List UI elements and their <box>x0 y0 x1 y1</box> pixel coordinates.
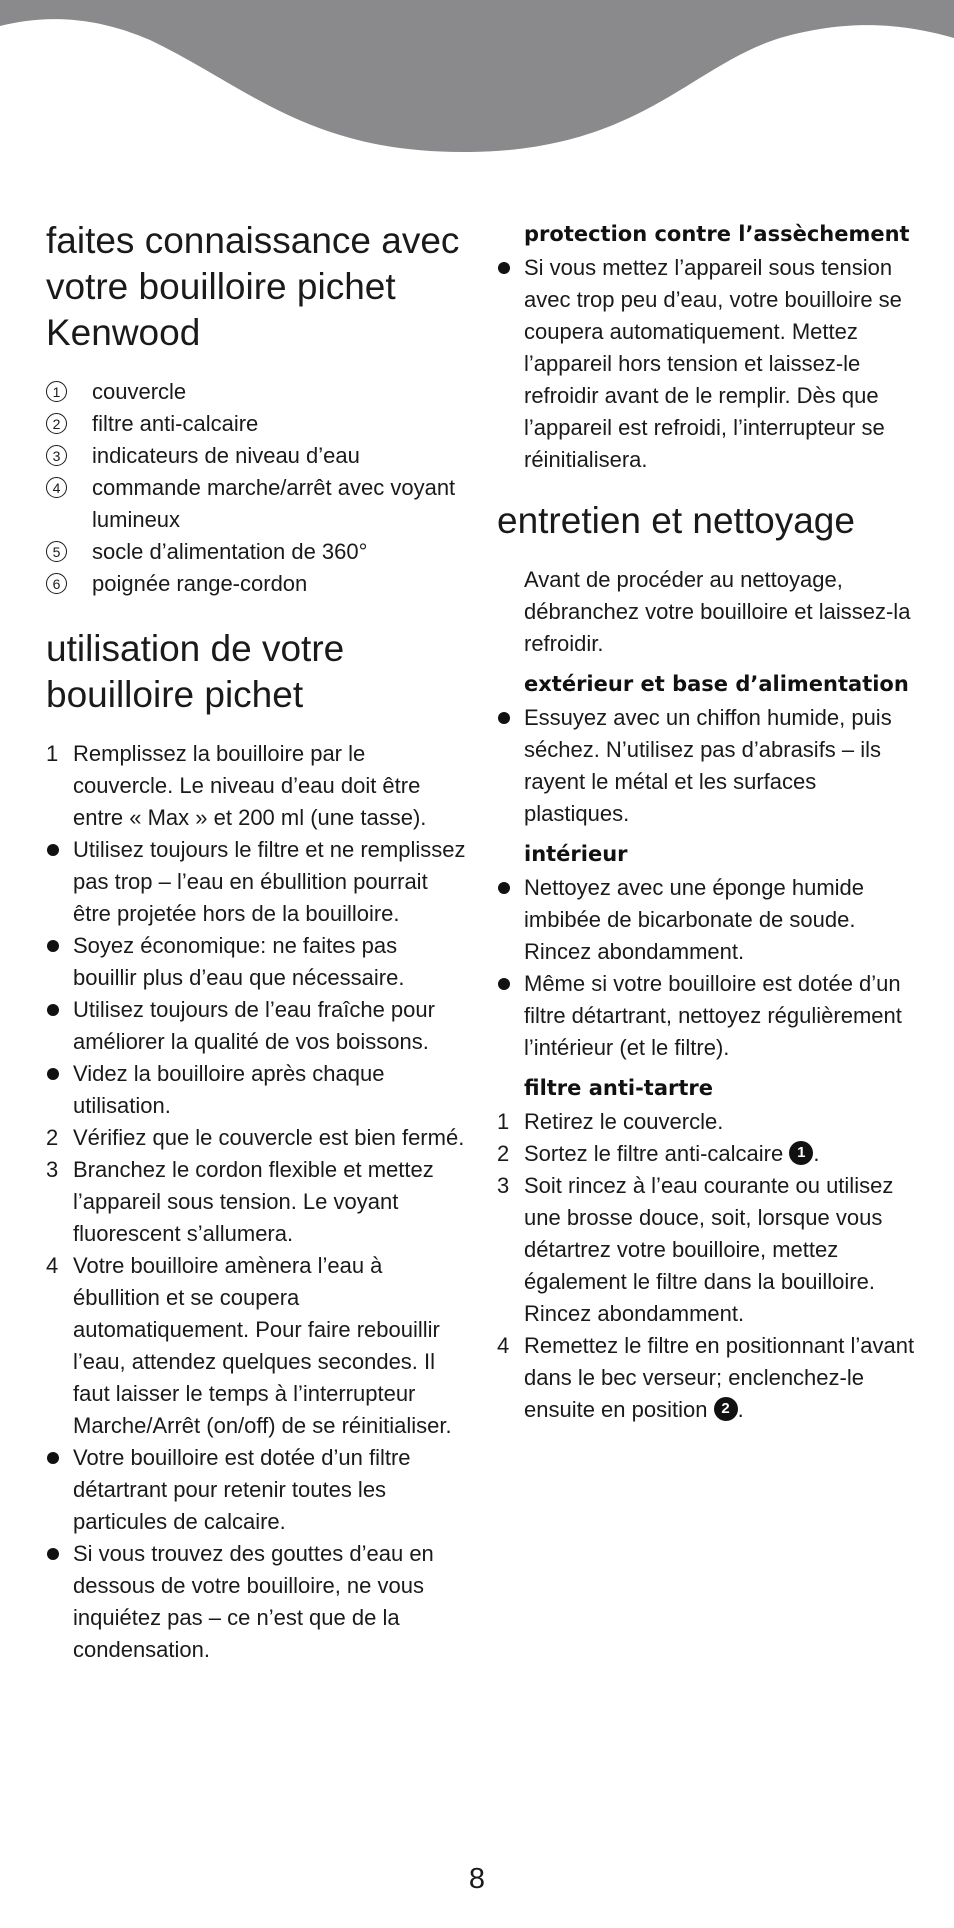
dry-protection-heading: protection contre l’assèchement <box>524 222 910 246</box>
list-item: 5 socle d’alimentation de 360° <box>46 536 466 568</box>
filter-heading: filtre anti-tartre <box>524 1076 713 1100</box>
parts-list <box>46 376 466 600</box>
list-item: Essuyez avec un chiffon humide, puis séchez. N’utilisez pas d’abrasifs – ils rayent le métal et les surfaces plastiques. <box>497 702 917 830</box>
list-item: Votre bouilloire est dotée d’un filtre détartrant pour retenir toutes les particules de calcaire. <box>46 1442 466 1538</box>
list-item: 3 Branchez le cordon flexible et mettez l’appareil sous tension. Le voyant fluorescent s’allumera. <box>46 1157 434 1246</box>
header-wave <box>0 0 954 160</box>
number-4-icon: 4 <box>46 477 67 498</box>
list-item: Si vous trouvez des gouttes d’eau en dessous de votre bouilloire, ne vous inquiétez pas – ce n’est que de la condensation. <box>46 1538 466 1666</box>
bullet-icon <box>47 940 59 952</box>
list-item: 6 poignée range-cordon <box>46 568 466 600</box>
usage-steps <box>46 738 466 1666</box>
list-item: 4 Remettez le filtre en positionnant l’avant dans le bec verseur; enclenchez-le ensuite en position 2 . <box>497 1333 915 1422</box>
title-care-cleaning: entretien et nettoyage <box>497 500 855 541</box>
list-item: 1 Retirez le couvercle. <box>497 1109 724 1134</box>
bullet-icon <box>498 712 510 724</box>
list-item: 1 Remplissez la bouilloire par le couvercle. Le niveau d’eau doit être entre « Max » et 200 ml (une tasse). <box>46 741 427 830</box>
bullet-icon <box>47 1548 59 1560</box>
number-1-icon: 1 <box>46 381 67 402</box>
list-item: 1 couvercle <box>46 376 466 408</box>
bullet-icon <box>47 1068 59 1080</box>
figure-2-icon: 2 <box>714 1397 738 1421</box>
bullet-icon <box>47 844 59 856</box>
number-3-icon: 3 <box>46 445 67 466</box>
list-item: 2 filtre anti-calcaire <box>46 408 466 440</box>
list-item: Utilisez toujours le filtre et ne remplissez pas trop – l’eau en ébullition pourrait être projetée hors de la bouilloire. <box>46 834 466 930</box>
right-column <box>497 218 917 1426</box>
list-item: Même si votre bouilloire est dotée d’un filtre détartrant, nettoyez régulièrement l’intérieur (et le filtre). <box>497 968 917 1064</box>
bullet-icon <box>498 882 510 894</box>
title-know-your-kettle: faites connaissance avec votre bouilloire pichet Kenwood <box>46 220 460 353</box>
list-item: 2 Sortez le filtre anti-calcaire 1 . <box>497 1141 820 1166</box>
bullet-icon <box>498 978 510 990</box>
list-item: Utilisez toujours de l’eau fraîche pour améliorer la qualité de vos boissons. <box>46 994 466 1058</box>
list-item: 4 commande marche/arrêt avec voyant lumineux <box>46 472 466 536</box>
title-using-kettle: utilisation de votre bouilloire pichet <box>46 628 345 715</box>
list-item: 4 Votre bouilloire amènera l’eau à ébullition et se coupera automatiquement. Pour faire rebouillir l’eau, attendez quelques secondes. Il faut laisser le temps à l’interrupteur Marche/Arrêt (on/off) de se réinitialiser. <box>46 1253 452 1438</box>
list-item: 3 indicateurs de niveau d’eau <box>46 440 466 472</box>
list-item: 3 Soit rincez à l’eau courante ou utilisez une brosse douce, soit, lorsque vous détartrez votre bouilloire, mettez également le filtre dans la bouilloire. Rincez abondamment. <box>497 1173 894 1326</box>
exterior-heading: extérieur et base d’alimentation <box>524 672 909 696</box>
figure-1-icon: 1 <box>789 1141 813 1165</box>
list-item: Si vous mettez l’appareil sous tension avec trop peu d’eau, votre bouilloire se coupera automatiquement. Mettez l’appareil hors tension et laissez-le refroidir avant de le remplir. Dès que l’appareil est refroidi, l’interrupteur se réinitialisera. <box>497 252 917 476</box>
number-5-icon: 5 <box>46 541 67 562</box>
bullet-icon <box>47 1452 59 1464</box>
interior-heading: intérieur <box>524 842 628 866</box>
list-item: Nettoyez avec une éponge humide imbibée de bicarbonate de soude. Rincez abondamment. <box>497 872 917 968</box>
page-number: 8 <box>468 1863 486 1895</box>
list-item: Videz la bouilloire après chaque utilisation. <box>46 1058 466 1122</box>
list-item: 2 Vérifiez que le couvercle est bien fermé. <box>46 1125 465 1150</box>
left-column <box>46 218 466 1666</box>
bullet-icon <box>498 262 510 274</box>
number-2-icon: 2 <box>46 413 67 434</box>
bullet-icon <box>47 1004 59 1016</box>
care-intro: Avant de procéder au nettoyage, débranchez votre bouilloire et laissez-la refroidir. <box>524 567 911 656</box>
list-item: Soyez économique: ne faites pas bouillir plus d’eau que nécessaire. <box>46 930 466 994</box>
number-6-icon: 6 <box>46 573 67 594</box>
